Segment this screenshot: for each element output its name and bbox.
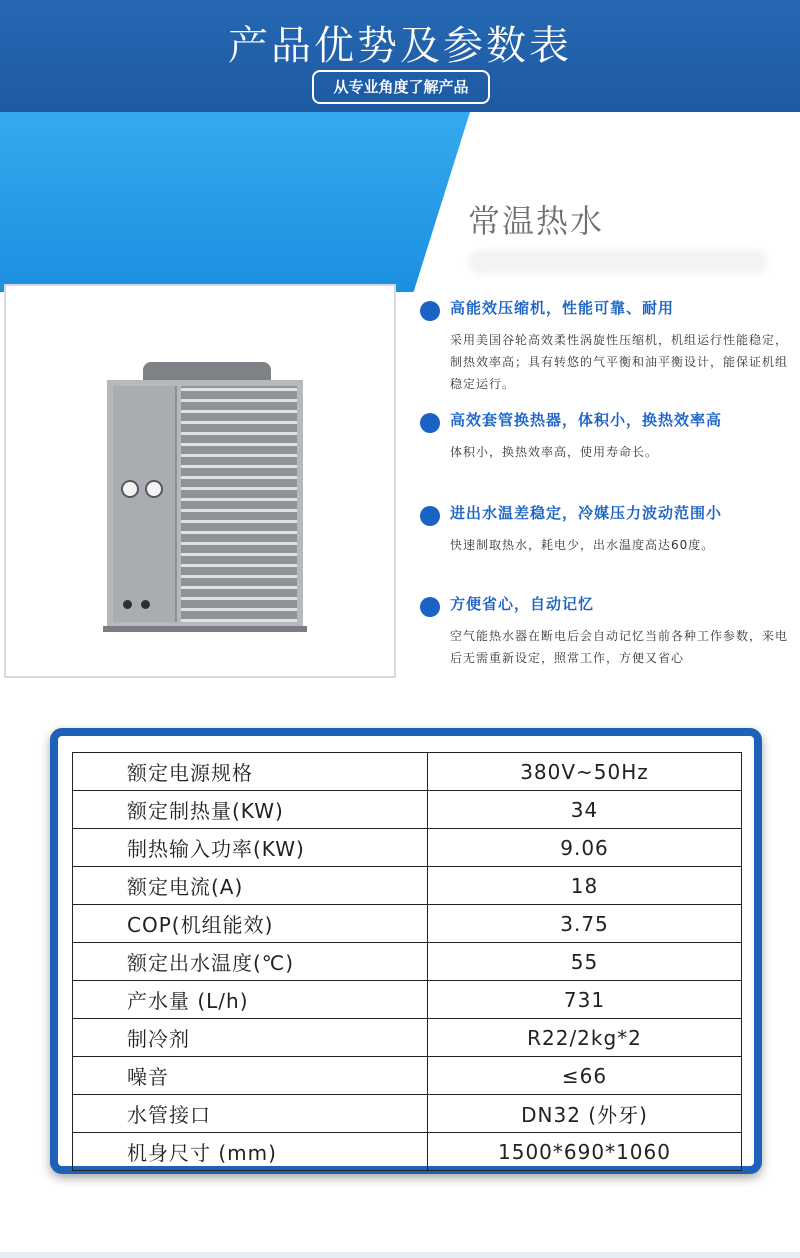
fan-cover xyxy=(143,362,271,382)
spec-value: DN32 (外牙) xyxy=(428,1095,742,1133)
spec-table xyxy=(72,752,742,1171)
table-row xyxy=(73,867,742,905)
spec-value: ≤66 xyxy=(428,1057,742,1095)
unit-grille xyxy=(181,386,297,622)
spec-label: 制热输入功率(KW) xyxy=(73,829,428,867)
feature-title: 方便省心，自动记忆 xyxy=(450,595,595,613)
pressure-gauge-icon xyxy=(145,480,163,498)
bullet-dot-icon xyxy=(420,506,440,526)
spec-label: 额定制热量(KW) xyxy=(73,791,428,829)
spec-value: 1500*690*1060 xyxy=(428,1133,742,1171)
table-row xyxy=(73,943,742,981)
spec-value: R22/2kg*2 xyxy=(428,1019,742,1057)
header-band xyxy=(0,0,800,112)
unit-base xyxy=(103,626,307,632)
table-row xyxy=(73,981,742,1019)
bullet-dot-icon xyxy=(420,413,440,433)
feature-description: 采用美国谷轮高效柔性涡旋性压缩机，机组运行性能稳定，制热效率高；具有转悠的气平衡和油平衡设计，能保证机组稳定运行。 xyxy=(450,333,789,391)
spec-label: 制冷剂 xyxy=(73,1019,428,1057)
section-title: 常温热水 xyxy=(468,202,605,240)
feature-description: 快速制取热水，耗电少，出水温度高达60度。 xyxy=(450,538,715,552)
spec-label: COP(机组能效) xyxy=(73,905,428,943)
spec-label: 产水量 (L/h) xyxy=(73,981,428,1019)
water-port-icon xyxy=(141,600,150,609)
spec-value: 3.75 xyxy=(428,905,742,943)
bullet-dot-icon xyxy=(420,597,440,617)
table-row xyxy=(73,829,742,867)
page-title: 产品优势及参数表 xyxy=(228,23,572,69)
table-row xyxy=(73,1095,742,1133)
feature-description: 体积小，换热效率高，使用寿命长。 xyxy=(450,445,659,459)
title-underline-glow xyxy=(468,250,768,274)
feature-description: 空气能热水器在断电后会自动记忆当前各种工作参数，来电后无需重新设定，照常工作，方便又省心 xyxy=(450,629,789,665)
table-row xyxy=(73,1019,742,1057)
spec-label: 额定出水温度(℃) xyxy=(73,943,428,981)
spec-value: 18 xyxy=(428,867,742,905)
heat-pump-unit-image xyxy=(107,362,303,632)
spec-label: 额定电源规格 xyxy=(73,753,428,791)
table-row xyxy=(73,753,742,791)
spec-value: 34 xyxy=(428,791,742,829)
bottom-divider xyxy=(0,1252,800,1258)
table-row xyxy=(73,791,742,829)
spec-value: 380V~50Hz xyxy=(428,753,742,791)
spec-value: 55 xyxy=(428,943,742,981)
unit-side-panel xyxy=(113,386,177,622)
table-row xyxy=(73,1057,742,1095)
feature-title: 进出水温差稳定，冷媒压力波动范围小 xyxy=(450,504,723,522)
spec-label: 噪音 xyxy=(73,1057,428,1095)
pressure-gauge-icon xyxy=(121,480,139,498)
subtitle-badge: 从专业角度了解产品 xyxy=(312,70,490,104)
spec-value: 731 xyxy=(428,981,742,1019)
table-row xyxy=(73,1133,742,1171)
bullet-dot-icon xyxy=(420,301,440,321)
spec-table-card xyxy=(50,728,762,1174)
spec-label: 机身尺寸 (mm) xyxy=(73,1133,428,1171)
water-port-icon xyxy=(123,600,132,609)
spec-label: 水管接口 xyxy=(73,1095,428,1133)
spec-label: 额定电流(A) xyxy=(73,867,428,905)
spec-value: 9.06 xyxy=(428,829,742,867)
decorative-blue-wedge xyxy=(0,112,470,292)
feature-title: 高效套管换热器，体积小，换热效率高 xyxy=(450,411,723,429)
table-row xyxy=(73,905,742,943)
feature-title: 高能效压缩机，性能可靠、耐用 xyxy=(450,299,675,317)
